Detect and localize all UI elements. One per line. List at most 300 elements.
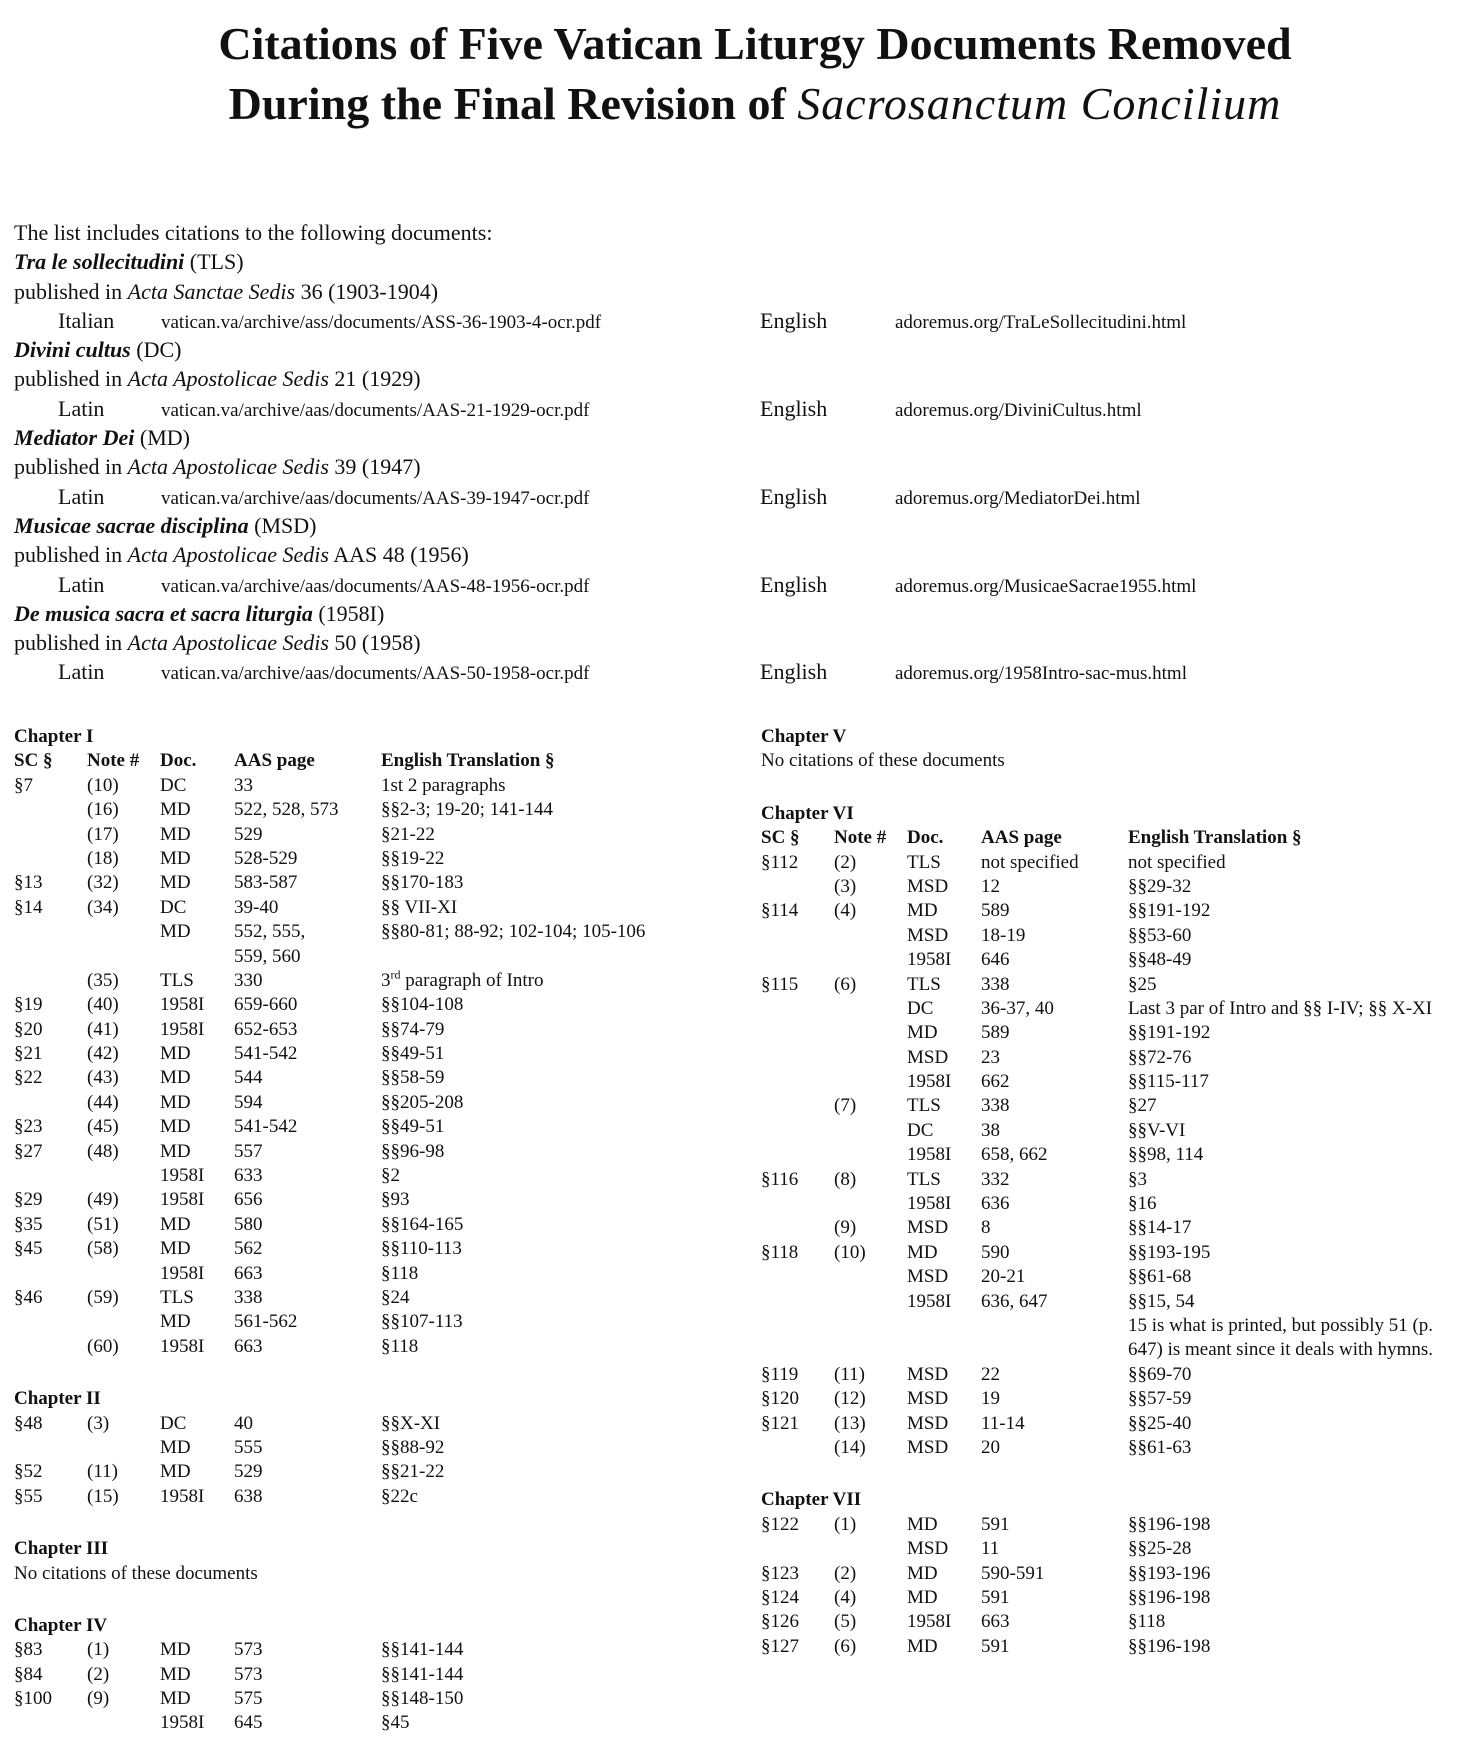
table-row [14,1262,744,1286]
document-abbr: DC [160,774,187,796]
english-translation: 15 is what is printed, but possibly 51 (p. [1128,1314,1434,1336]
table-row [761,997,1461,1021]
column-header: Doc. [160,750,197,772]
document-abbr: 1958I [907,949,952,971]
publication-journal: Acta Apostolicae Sedis [127,542,329,568]
english-translation: §§191-192 [1128,900,1211,922]
publication-journal: Acta Apostolicae Sedis [127,630,329,656]
title-line-2-italic: Sacrosanctum Concilium [797,78,1282,129]
sc-section: §29 [14,1189,43,1211]
table-row [14,896,744,920]
source-language: Latin [58,571,105,597]
sc-section: §55 [14,1485,43,1507]
english-translation: §118 [381,1335,419,1357]
sc-section: §127 [761,1635,799,1657]
publication-suffix: 21 (1929) [328,366,421,392]
document-publication-line [14,628,1454,657]
sc-section: §84 [14,1663,43,1685]
table-row [761,1635,1461,1659]
document-publication-line [14,452,1454,481]
chapter-title: Chapter IV [14,1614,108,1636]
table-row [761,1265,1461,1289]
document-abbr: MD [160,847,191,869]
aas-page: 8 [981,1217,991,1239]
english-translation: §§193-195 [1128,1241,1211,1263]
aas-page: 590-591 [981,1562,1045,1584]
publication-prefix: published in [14,454,128,480]
table-row [761,1412,1461,1436]
aas-page: 338 [981,973,1010,995]
table-row [761,1046,1461,1070]
aas-page: not specified [981,851,1079,873]
english-translation: Last 3 par of Intro and §§ I-IV; §§ X-XI [1128,997,1433,1019]
note-number: (8) [834,1168,857,1190]
table-header-row [14,749,744,773]
source-language: Latin [58,395,105,421]
english-translation: §§61-68 [1128,1266,1192,1288]
aas-page: 636 [981,1193,1010,1215]
chapter-title: Chapter I [14,726,94,747]
chapter-title: Chapter II [14,1388,101,1410]
english-translation: §§115-117 [1128,1071,1209,1093]
english-translation: §§196-198 [1128,1513,1211,1535]
aas-page: 633 [234,1165,263,1187]
translation-link[interactable]: adoremus.org/DiviniCultus.html [895,399,1142,421]
english-translation: §22c [381,1485,418,1507]
chapter-note: No citations of these documents [761,750,1005,772]
document-links-line [14,482,1454,511]
source-link[interactable]: vatican.va/archive/ass/documents/ASS-36-1903-4-ocr.pdf [161,311,602,333]
table-row [761,1586,1461,1610]
english-translation: §16 [1128,1193,1157,1215]
table-row [14,1091,744,1115]
title-line-2-prefix: During the Final Revision of [228,78,798,129]
table-row [14,920,744,944]
citation-table [14,1638,744,1736]
english-translation: §§25-28 [1128,1538,1192,1560]
aas-page: 663 [981,1611,1010,1633]
source-link[interactable]: vatican.va/archive/aas/documents/AAS-21-1929-ocr.pdf [161,399,590,421]
english-translation: §§21-22 [381,1461,445,1483]
document-name: Divini cultus [14,337,131,363]
document-abbr: MD [160,1067,191,1089]
publication-prefix: published in [14,366,128,392]
english-translation: §§25-40 [1128,1412,1192,1434]
note-number: (2) [87,1663,110,1685]
english-translation: §118 [1128,1611,1166,1633]
document-links-line [14,306,1454,335]
aas-page: 646 [981,949,1010,971]
english-translation: §§49-51 [381,1043,445,1065]
document-abbr: DC [160,1412,187,1434]
english-translation: §§48-49 [1128,949,1192,971]
document-abbr: TLS [160,1286,194,1308]
document-abbr: (1958I) [312,600,385,626]
sc-section: §123 [761,1562,799,1584]
document-publication-line [14,540,1454,569]
table-row [761,1192,1461,1216]
english-translation: §§164-165 [381,1213,464,1235]
source-link[interactable]: vatican.va/archive/aas/documents/AAS-39-1947-ocr.pdf [161,487,590,509]
title-line-2 [0,74,1470,134]
english-translation: §§196-198 [1128,1586,1211,1608]
citation-table [761,1513,1461,1659]
english-translation: §§49-51 [381,1116,445,1138]
english-translation: §§141-144 [381,1639,464,1661]
aas-page: 332 [981,1168,1010,1190]
chapter-title: Chapter VI [761,802,854,824]
aas-page: 652-653 [234,1018,298,1040]
table-row [14,823,744,847]
note-number: (58) [87,1238,119,1260]
document-abbr: MD [160,1238,191,1260]
table-row [14,993,744,1017]
table-row [761,1290,1461,1314]
note-number: (2) [834,1562,857,1584]
table-row [14,798,744,822]
document-abbr: MD [160,1116,191,1138]
column-header: SC § [761,827,800,849]
english-translation: §§61-63 [1128,1436,1192,1458]
citation-table [761,826,1461,1460]
document-abbr: 1958I [160,1712,205,1734]
document-abbr: 1958I [907,1144,952,1166]
document-title-line [14,423,1454,452]
note-number: (1) [834,1513,857,1535]
column-header: AAS page [234,750,315,772]
english-translation: §§96-98 [381,1140,445,1162]
document-abbr: TLS [907,1095,941,1117]
note-number: (35) [87,969,119,991]
document-abbr: TLS [160,969,194,991]
note-number: (10) [87,774,119,796]
aas-page: 638 [234,1485,263,1507]
english-translation: §118 [381,1262,419,1284]
table-row [761,948,1461,972]
document-abbr: TLS [907,973,941,995]
note-number: (49) [87,1189,119,1211]
table-row [761,875,1461,899]
document-abbr: 1958I [907,1611,952,1633]
document-abbr: MD [160,1461,191,1483]
source-link[interactable]: vatican.va/archive/aas/documents/AAS-50-1958-ocr.pdf [161,663,590,685]
note-number: (43) [87,1067,119,1089]
translation-language: English [760,307,828,333]
table-row [761,1314,1461,1338]
english-translation: §§ VII-XI [381,896,458,918]
table-row [14,1237,744,1261]
sc-section: §14 [14,896,43,918]
citation-table [14,749,744,1359]
english-translation: §§80-81; 88-92; 102-104; 105-106 [381,921,646,943]
aas-page: 22 [981,1363,1000,1385]
document-abbr: MSD [907,1388,949,1410]
english-translation: §§170-183 [381,872,464,894]
note-number: (11) [87,1461,118,1483]
table-row [14,1485,744,1509]
table-row [14,847,744,871]
aas-page: 562 [234,1238,263,1260]
english-translation: §§53-60 [1128,924,1192,946]
note-number: (1) [87,1639,110,1661]
sc-section: §45 [14,1238,43,1260]
sc-section: §100 [14,1688,52,1710]
note-number: (59) [87,1286,119,1308]
english-translation: §93 [381,1189,410,1211]
document-title-line [14,599,1454,628]
column-header: English Translation § [1128,827,1302,849]
document-abbr: MD [160,1688,191,1710]
aas-page: 330 [234,969,263,991]
sc-section: §46 [14,1286,43,1308]
aas-page: 33 [234,774,253,796]
table-row [14,1335,744,1359]
sc-section: §126 [761,1611,799,1633]
source-language: Latin [58,483,105,509]
document-abbr: 1958I [160,1262,205,1284]
note-number: (60) [87,1335,119,1357]
aas-page: 338 [981,1095,1010,1117]
publication-prefix: published in [14,630,128,656]
document-abbr: 1958I [160,1165,205,1187]
document-abbr: 1958I [907,1193,952,1215]
table-row [761,1168,1461,1192]
sc-section: §48 [14,1412,43,1434]
aas-page: 591 [981,1586,1010,1608]
column-header: AAS page [981,827,1062,849]
source-language: Latin [58,659,105,685]
document-abbr: TLS [907,851,941,873]
table-row [14,1412,744,1436]
document-abbr: 1958I [160,1485,205,1507]
english-translation: §§69-70 [1128,1363,1192,1385]
english-translation: §§88-92 [381,1436,445,1458]
english-translation: not specified [1128,851,1226,873]
note-number: (32) [87,872,119,894]
english-translation: §§205-208 [381,1091,464,1113]
table-row [761,924,1461,948]
document-abbr: (DC) [130,337,182,363]
english-translation: 647) is meant since it deals with hymns. [1128,1339,1434,1361]
table-row [14,1188,744,1212]
note-number: (2) [834,851,857,873]
document-abbr: MSD [907,1436,949,1458]
sc-section: §22 [14,1067,43,1089]
table-row [14,1711,744,1735]
document-abbr: MD [160,1436,191,1458]
document-abbr: DC [160,896,187,918]
english-translation: §§107-113 [381,1311,463,1333]
table-row [14,871,744,895]
english-translation: §§19-22 [381,847,445,869]
table-row [14,1286,744,1310]
document-abbr: MD [160,823,191,845]
aas-page: 541-542 [234,1116,298,1138]
note-number: (14) [834,1436,866,1458]
document-abbr: 1958I [160,1335,205,1357]
aas-page: 529 [234,1461,263,1483]
document-abbr: MD [907,1586,938,1608]
sc-section: §7 [14,774,33,796]
aas-page: 636, 647 [981,1290,1048,1312]
document-abbr: MSD [907,1538,949,1560]
sc-section: §116 [761,1168,799,1190]
english-translation: 1st 2 paragraphs [381,774,506,796]
aas-page: 658, 662 [981,1144,1048,1166]
table-row [14,969,744,993]
note-number: (16) [87,799,119,821]
english-translation: §2 [381,1165,400,1187]
chapter-title: Chapter V [761,726,847,747]
note-number: (10) [834,1241,866,1263]
note-number: (4) [834,1586,857,1608]
table-row [14,1213,744,1237]
document-abbr: MSD [907,1217,949,1239]
aas-page: 528-529 [234,847,298,869]
english-translation: §§14-17 [1128,1217,1192,1239]
aas-page: 656 [234,1189,263,1211]
publication-journal: Acta Sanctae Sedis [127,278,296,304]
note-number: (3) [87,1412,110,1434]
source-link[interactable]: vatican.va/archive/aas/documents/AAS-48-1956-ocr.pdf [161,575,590,597]
note-number: (9) [834,1217,857,1239]
english-translation: §27 [1128,1095,1157,1117]
document-title-line [14,247,1454,276]
chapter-note: No citations of these documents [14,1562,258,1584]
document-abbr: MD [907,1562,938,1584]
translation-link[interactable]: adoremus.org/MusicaeSacrae1955.html [895,575,1197,597]
document-name: Musicae sacrae disciplina [14,512,249,538]
translation-link[interactable]: adoremus.org/MediatorDei.html [895,487,1141,509]
ordinal-suffix: rd [390,967,401,982]
document-abbr: MSD [907,1412,949,1434]
sc-section: §21 [14,1043,43,1065]
sc-section: §13 [14,872,43,894]
aas-page: 559, 560 [234,945,301,967]
note-number: (6) [834,973,857,995]
aas-page: 590 [981,1241,1010,1263]
table-row [14,1460,744,1484]
table-row [761,1436,1461,1460]
column-header: Note # [834,827,887,849]
table-row [761,1338,1461,1362]
aas-page: 11-14 [981,1412,1025,1434]
table-row [14,1638,744,1662]
document-abbr: MD [160,1140,191,1162]
document-abbr: (MSD) [248,512,317,538]
aas-page: 529 [234,823,263,845]
document-abbr: MD [907,1513,938,1535]
sc-section: §112 [761,851,799,873]
document-name: De musica sacra et sacra liturgia [14,600,313,626]
note-number: (45) [87,1116,119,1138]
note-number: (12) [834,1388,866,1410]
document-abbr: 1958I [907,1071,952,1093]
publication-suffix: 50 (1958) [328,630,421,656]
document-list [14,218,1454,687]
document-abbr: MD [907,1022,938,1044]
english-translation: §§29-32 [1128,875,1192,897]
translation-link[interactable]: adoremus.org/1958Intro-sac-mus.html [895,663,1187,685]
document-abbr: MD [160,1639,191,1661]
document-abbr: MSD [907,1266,949,1288]
sc-section: §120 [761,1388,799,1410]
table-row [14,945,744,969]
document-name: Mediator Dei [14,425,135,451]
page-title [0,14,1470,134]
document-abbr: MD [160,799,191,821]
note-number: (17) [87,823,119,845]
english-translation: §§X-XI [381,1412,441,1434]
sc-section: §20 [14,1018,43,1040]
note-number: (7) [834,1095,857,1117]
english-translation: §§2-3; 19-20; 141-144 [381,799,554,821]
note-number: (11) [834,1363,865,1385]
english-translation: §21-22 [381,823,435,845]
english-translation: §§196-198 [1128,1635,1211,1657]
document-links-line [14,394,1454,423]
citation-table [14,1412,744,1510]
title-line-1: Citations of Five Vatican Liturgy Documents Removed [218,18,1292,69]
english-translation: §§V-VI [1128,1119,1186,1141]
aas-page: 591 [981,1513,1010,1535]
table-row [14,1018,744,1042]
table-row [14,1310,744,1334]
table-row [761,1216,1461,1240]
document-abbr: MSD [907,875,949,897]
english-translation: §§15, 54 [1128,1290,1195,1312]
aas-page: 541-542 [234,1043,298,1065]
aas-page: 39-40 [234,896,279,918]
sc-section: §124 [761,1586,799,1608]
table-row [761,1537,1461,1561]
document-name: Tra le sollecitudini [14,249,185,275]
document-abbr: MD [160,872,191,894]
table-row [761,1094,1461,1118]
note-number: (18) [87,847,119,869]
document-abbr: MD [160,1213,191,1235]
english-translation: §§191-192 [1128,1022,1211,1044]
aas-page: 555 [234,1436,263,1458]
aas-page: 12 [981,875,1000,897]
note-number: (6) [834,1635,857,1657]
table-row [761,1119,1461,1143]
aas-page: 20 [981,1436,1000,1458]
sc-section: §119 [761,1363,799,1385]
document-abbr: MSD [907,1046,949,1068]
english-translation: §§72-76 [1128,1046,1192,1068]
aas-page: 589 [981,900,1010,922]
translation-link[interactable]: adoremus.org/TraLeSollecitudini.html [895,311,1187,333]
sc-section: §23 [14,1116,43,1138]
chapter-title: Chapter III [14,1538,109,1560]
english-translation: §§57-59 [1128,1388,1192,1410]
translation-language: English [760,483,828,509]
aas-page: 662 [981,1071,1010,1093]
table-row [761,1143,1461,1167]
english-translation: §§104-108 [381,994,464,1016]
aas-page: 580 [234,1213,263,1235]
note-number: (44) [87,1091,119,1113]
note-number: (42) [87,1043,119,1065]
document-abbr: 1958I [907,1290,952,1312]
english-translation: §§74-79 [381,1018,445,1040]
table-row [761,851,1461,875]
left-column [14,725,744,1736]
sc-section: §114 [761,900,799,922]
document-abbr: TLS [907,1168,941,1190]
english-translation: §§193-196 [1128,1562,1211,1584]
